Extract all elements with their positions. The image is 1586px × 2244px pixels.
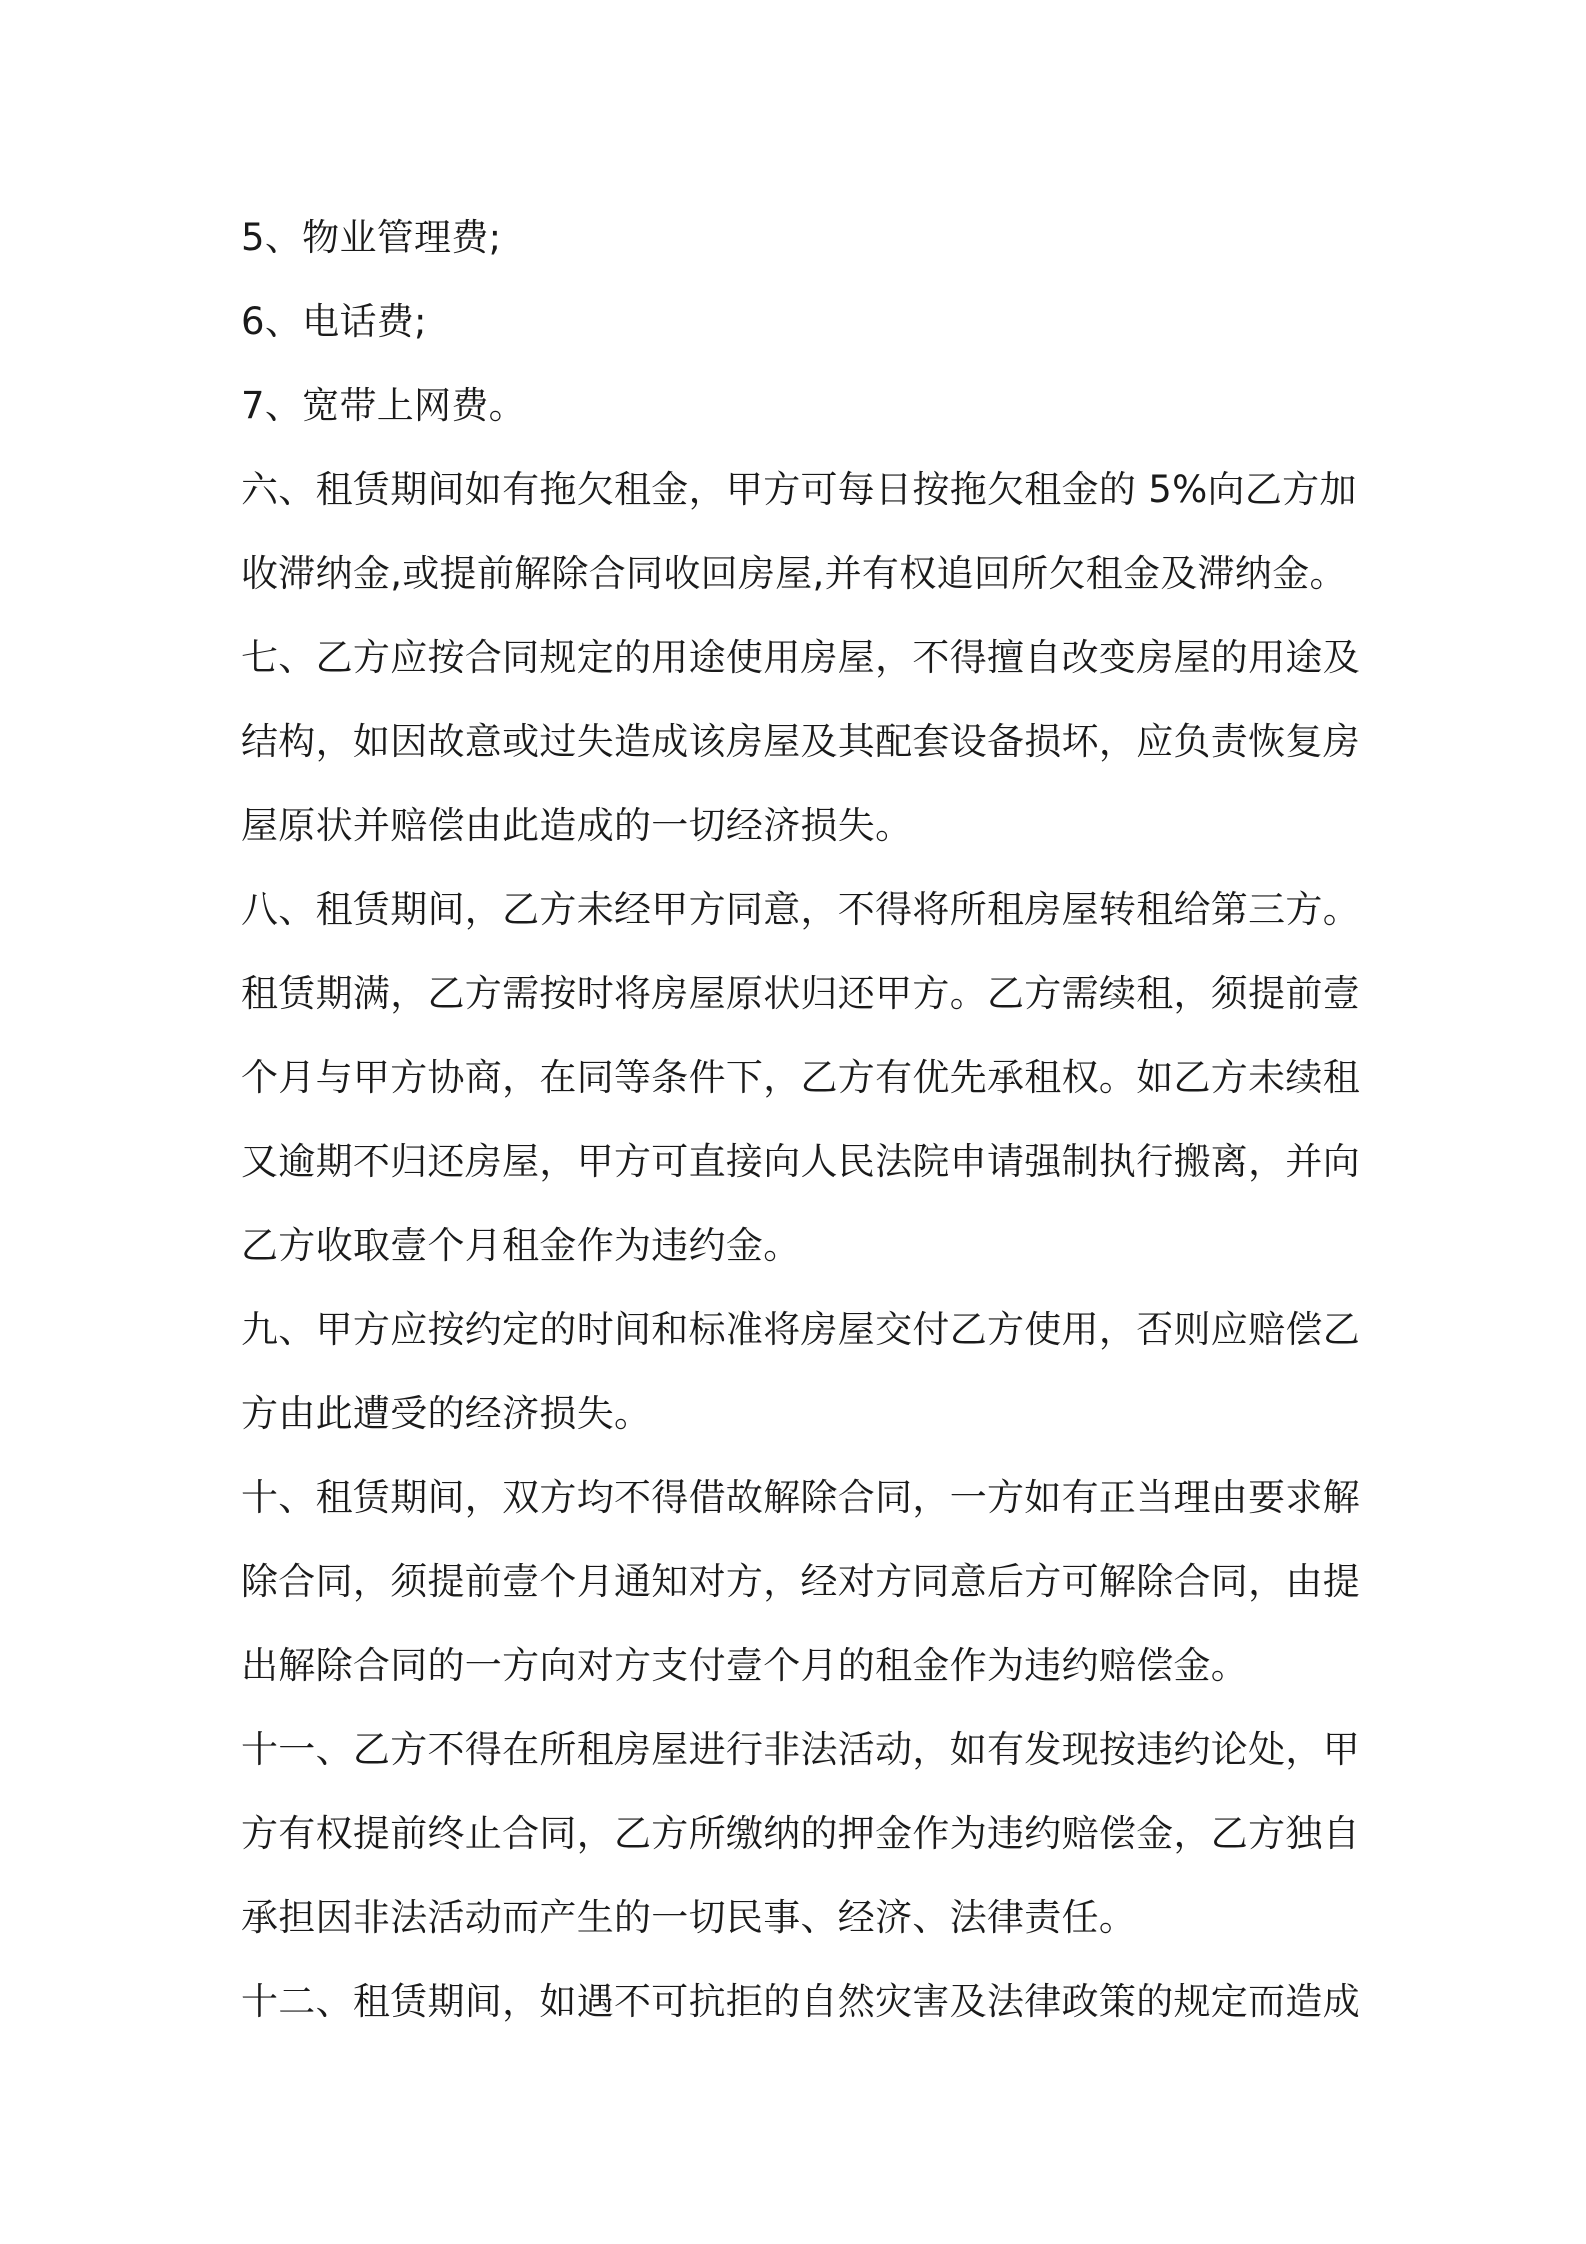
text-line: 六、租赁期间如有拖欠租金，甲方可每日按拖欠租金的 5%向乙方加 xyxy=(241,468,1357,511)
text-line: 方有权提前终止合同，乙方所缴纳的押金作为违约赔偿金，乙方独自 xyxy=(241,1812,1360,1855)
text-line: 屋原状并赔偿由此造成的一切经济损失。 xyxy=(241,804,913,847)
text-line: 结构，如因故意或过失造成该房屋及其配套设备损坏，应负责恢复房 xyxy=(241,720,1360,763)
text-line: 又逾期不归还房屋，甲方可直接向人民法院申请强制执行搬离，并向 xyxy=(241,1140,1360,1183)
text-line: 乙方收取壹个月租金作为违约金。 xyxy=(241,1224,801,1267)
text-line: 九、甲方应按约定的时间和标准将房屋交付乙方使用，否则应赔偿乙 xyxy=(241,1308,1360,1351)
text-line: 个月与甲方协商，在同等条件下，乙方有优先承租权。如乙方未续租 xyxy=(241,1056,1360,1099)
text-line: 租赁期满，乙方需按时将房屋原状归还甲方。乙方需续租，须提前壹 xyxy=(241,972,1360,1015)
text-line: 6、电话费; xyxy=(241,300,427,343)
text-line: 八、租赁期间，乙方未经甲方同意，不得将所租房屋转租给第三方。 xyxy=(241,888,1360,931)
contract-text xyxy=(241,196,1361,2044)
text-line: 方由此遭受的经济损失。 xyxy=(241,1392,652,1435)
text-line: 收滞纳金,或提前解除合同收回房屋,并有权追回所欠租金及滞纳金。 xyxy=(241,552,1347,595)
text-line: 七、乙方应按合同规定的用途使用房屋，不得擅自改变房屋的用途及 xyxy=(241,636,1360,679)
text-line: 7、宽带上网费。 xyxy=(241,384,526,427)
text-line: 十二、租赁期间，如遇不可抗拒的自然灾害及法律政策的规定而造成 xyxy=(241,1980,1360,2023)
text-line: 5、物业管理费; xyxy=(241,216,502,259)
text-line: 十、租赁期间，双方均不得借故解除合同，一方如有正当理由要求解 xyxy=(241,1476,1360,1519)
text-line: 除合同，须提前壹个月通知对方，经对方同意后方可解除合同，由提 xyxy=(241,1560,1360,1603)
text-line: 出解除合同的一方向对方支付壹个月的租金作为违约赔偿金。 xyxy=(241,1644,1249,1687)
text-line: 承担因非法活动而产生的一切民事、经济、法律责任。 xyxy=(241,1896,1137,1939)
text-line: 十一、乙方不得在所租房屋进行非法活动，如有发现按违约论处，甲 xyxy=(241,1728,1360,1771)
